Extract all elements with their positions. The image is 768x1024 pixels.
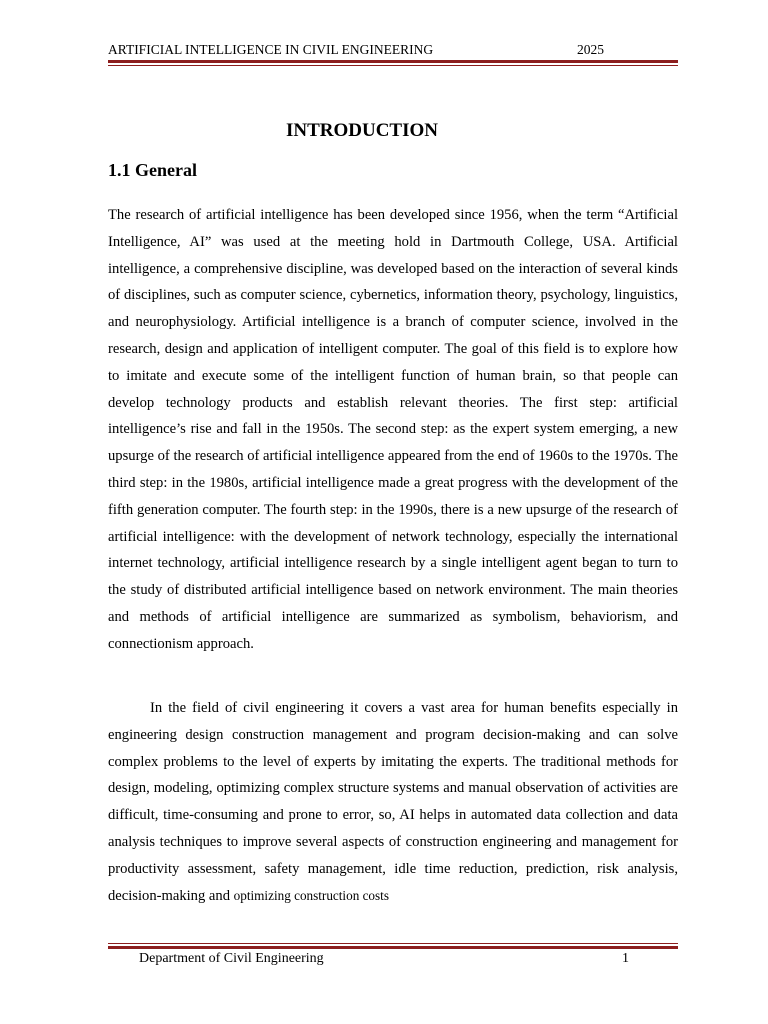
header-rule-thick (108, 60, 678, 63)
paragraph-2-tail: optimizing construction costs (233, 887, 389, 903)
header-rule-thin (108, 65, 678, 66)
footer-rule-thin (108, 943, 678, 944)
footer-department: Department of Civil Engineering (139, 951, 324, 966)
header-title: ARTIFICIAL INTELLIGENCE IN CIVIL ENGINEERING (108, 42, 434, 57)
page-number: 1 (622, 951, 629, 966)
chapter-title: INTRODUCTION (285, 120, 439, 141)
section-heading: 1.1 General (108, 160, 197, 180)
footer-rule-thick (108, 946, 678, 949)
body-paragraph-2 (108, 695, 678, 909)
paragraph-2-text: In the field of civil engineering it covers a vast area for human benefits especially in engineering design construction management and program decision-making and can solve complex problems to the level of experts by imitating the experts. The traditional methods for design, modeling, optimizing complex structure systems and manual observation of activities are difficult, time-consuming and prone to error, so, AI helps in automated data collection and data analysis techniques to improve several aspects of construction engineering and management for productivity assessment, safety management, idle time reduction, prediction, risk analysis, decision-making and (108, 700, 678, 904)
page-footer (108, 951, 678, 969)
header-year: 2025 (577, 42, 604, 57)
page-header (108, 42, 678, 60)
body-paragraph-1: The research of artificial intelligence has been developed since 1956, when the term “Artificial Intelligence, AI” was used at the meeting hold in Dartmouth College, USA. Artificial intelligence, a comprehensive discipline, was developed based on the interaction of several kinds of disciplines, such as computer science, cybernetics, information theory, psychology, linguistics, and neurophysiology. Artificial intelligence is a branch of computer science, involved in the research, design and application of intelligent computer. The goal of this field is to explore how to imitate and execute some of the intelligent function of human brain, so that people can develop technology products and establish relevant theories. The first step: artificial intelligence’s rise and fall in the 1950s. The second step: as the expert system emerging, a new upsurge of the research of artificial intelligence appeared from the end of 1960s to the 1970s. The third step: in the 1980s, artificial intelligence made a great progress with the development of the fifth generation computer. The fourth step: in the 1990s, there is a new upsurge of the research of artificial intelligence: with the development of network technology, especially the international internet technology, artificial intelligence research by a single intelligent agent began to turn to the study of distributed artificial intelligence based on network environment. The main theories and methods of artificial intelligence are summarized as symbolism, behaviorism, and connectionism approach. (108, 207, 678, 652)
